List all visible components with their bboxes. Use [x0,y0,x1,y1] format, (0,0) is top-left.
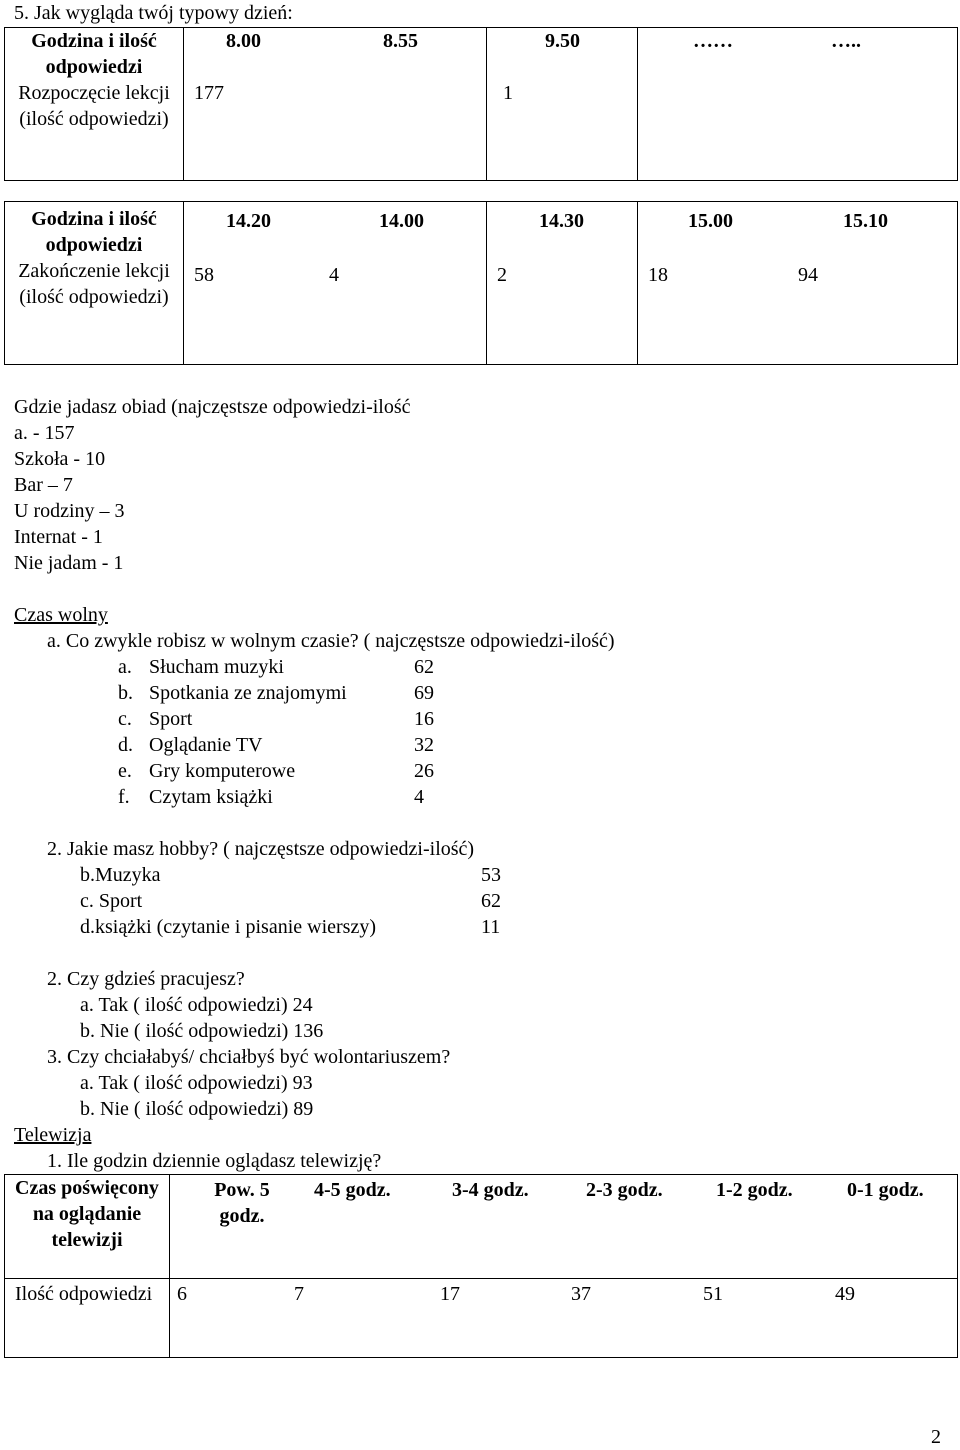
activity-count: 26 [414,760,434,782]
lunch-line: Bar – 7 [14,474,73,496]
time-value: …… [693,30,733,52]
time-value: ….. [831,30,861,52]
tv-question: 1. Ile godzin dziennie oglądasz telewizję? [47,1150,382,1172]
time-value: 14.30 [539,210,584,232]
activity-count: 32 [414,734,434,756]
activity-label: Oglądanie TV [149,734,263,756]
tv-count: 7 [294,1283,304,1305]
activity-count: 62 [414,656,434,678]
time-value: 9.50 [545,30,580,52]
tv-header-cell [170,1175,958,1279]
lesson-start-label-cell [5,28,184,181]
tv-count: 6 [177,1283,187,1305]
header-label: Godzina i ilość odpowiedzi [31,30,157,78]
lesson-end-label-cell [5,202,184,365]
tv-table [4,1174,958,1358]
activity-count: 4 [414,786,424,808]
volunteer-answer: b. Nie ( ilość odpowiedzi) 89 [80,1098,314,1120]
time-value: 15.00 [688,210,733,232]
activity-letter: c. [118,708,132,730]
tv-header: 0-1 godz. [847,1179,924,1201]
row-label: Rozpoczęcie lekcji (ilość odpowiedzi) [18,82,170,130]
volunteer-question: 3. Czy chciałabyś/ chciałbyś być wolontariuszem? [47,1046,451,1068]
hobby-label: d.książki (czytanie i pisanie wierszy) [80,916,376,938]
count-value: 18 [648,264,668,286]
lunch-heading: Gdzie jadasz obiad (najczęstsze odpowiedzi-ilość [14,396,411,418]
tv-header: Pow. 5 godz. [214,1179,270,1227]
work-answer: b. Nie ( ilość odpowiedzi) 136 [80,1020,324,1042]
tv-count: 51 [703,1283,723,1305]
tv-header: 1-2 godz. [716,1179,793,1201]
count-value: 94 [798,264,818,286]
activity-label: Gry komputerowe [149,760,296,782]
count-value: 1 [503,82,513,104]
activity-count: 69 [414,682,434,704]
hobby-label: b.Muzyka [80,864,161,886]
time-value: 8.55 [383,30,418,52]
activity-label: Słucham muzyki [149,656,284,678]
activity-letter: f. [118,786,130,808]
activity-count: 16 [414,708,434,730]
tv-count: 49 [835,1283,855,1305]
tv-heading: Telewizja [14,1124,92,1146]
volunteer-answer: a. Tak ( ilość odpowiedzi) 93 [80,1072,313,1094]
hobby-label: c. Sport [80,890,143,912]
activity-label: Czytam książki [149,786,273,808]
tv-count: 37 [571,1283,591,1305]
tv-row1-label-cell [5,1175,170,1279]
tv-count: 17 [440,1283,460,1305]
row-label: Zakończenie lekcji (ilość odpowiedzi) [18,260,170,308]
time-value: 8.00 [226,30,261,52]
section-title: 5. Jak wygląda twój typowy dzień: [14,2,293,24]
tv-count-cell [170,1279,958,1358]
lesson-start-cell-c [638,28,958,181]
tv-row2-label-cell [5,1279,170,1358]
activity-letter: a. [118,656,132,678]
lesson-end-table [4,201,958,365]
lunch-line: U rodziny – 3 [14,500,125,522]
free-time-question: a. Co zwykle robisz w wolnym czasie? ( najczęstsze odpowiedzi-ilość) [47,630,615,652]
lesson-start-cell-b [487,28,638,181]
time-value: 15.10 [843,210,888,232]
page-number: 2 [931,1426,941,1448]
hobby-count: 11 [481,916,501,938]
hobby-question: 2. Jakie masz hobby? ( najczęstsze odpowiedzi-ilość) [47,838,475,860]
count-value: 2 [497,264,507,286]
tv-header: 2-3 godz. [586,1179,663,1201]
lunch-line: a. - 157 [14,422,75,444]
activity-letter: b. [118,682,133,704]
lunch-line: Nie jadam - 1 [14,552,124,574]
tv-header: 4-5 godz. [314,1179,391,1201]
header-label: Godzina i ilość odpowiedzi [31,208,157,256]
count-value: 177 [194,82,224,104]
free-time-heading: Czas wolny [14,604,108,626]
lesson-start-cell-a [184,28,487,181]
activity-letter: d. [118,734,133,756]
count-value: 58 [194,264,214,286]
tv-row1-label: Czas poświęcony na oglądanie telewizji [15,1177,159,1251]
lesson-end-cell-c [638,202,958,365]
hobby-count: 53 [481,864,501,886]
lesson-end-cell-b [487,202,638,365]
activity-letter: e. [118,760,132,782]
time-value: 14.00 [379,210,424,232]
activity-label: Spotkania ze znajomymi [149,682,347,704]
lunch-line: Szkoła - 10 [14,448,106,470]
tv-row2-label: Ilość odpowiedzi [15,1283,153,1305]
activity-label: Sport [149,708,193,730]
lesson-end-cell-a [184,202,487,365]
work-answer: a. Tak ( ilość odpowiedzi) 24 [80,994,313,1016]
time-value: 14.20 [226,210,271,232]
lesson-start-table [4,27,958,181]
hobby-count: 62 [481,890,501,912]
tv-header: 3-4 godz. [452,1179,529,1201]
work-question: 2. Czy gdzieś pracujesz? [47,968,245,990]
count-value: 4 [329,264,339,286]
lunch-line: Internat - 1 [14,526,103,548]
